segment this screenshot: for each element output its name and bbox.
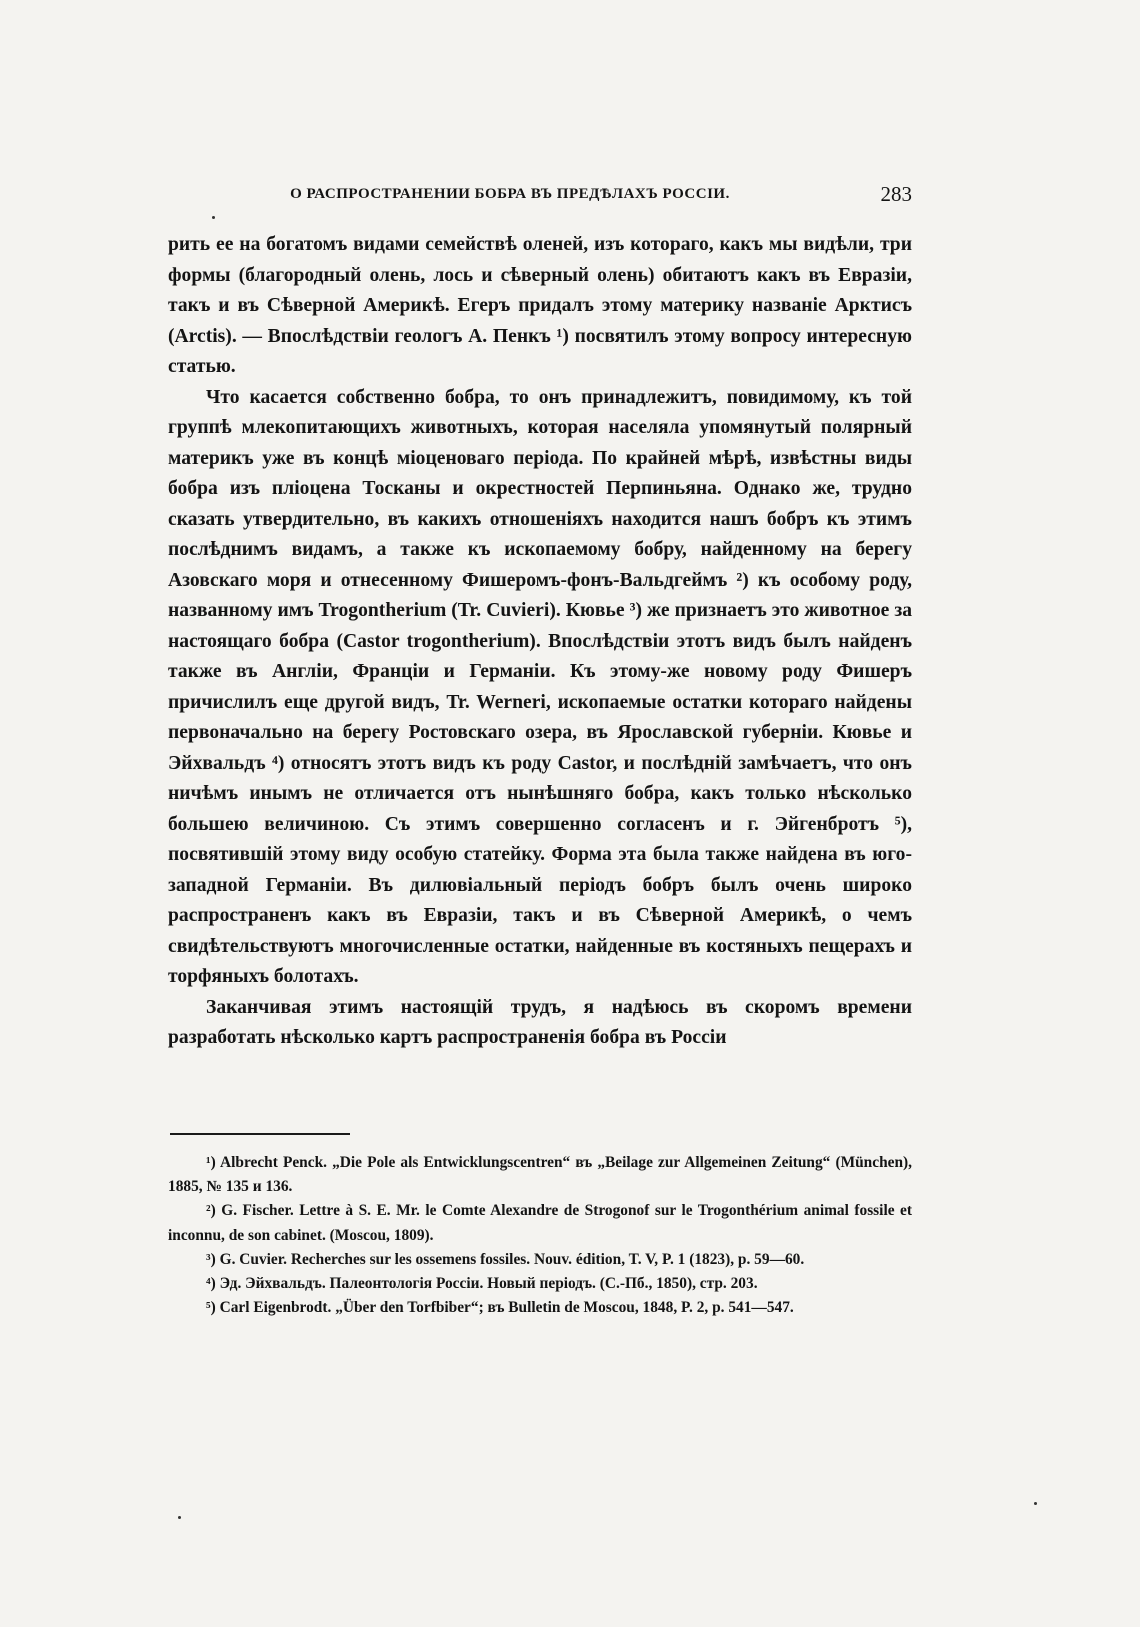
main-text (168, 230, 912, 1054)
footnote-mark: ²) (206, 1202, 216, 1220)
footnote-text: Эд. Эйхвальдъ. Палеонтологія Россіи. Новый періодъ. (С.-Пб., 1850), стр. 203. (219, 1275, 758, 1293)
footnote-mark: ⁴) (206, 1275, 216, 1293)
scan-speck (178, 1516, 181, 1519)
paragraph: Что касается собственно бобра, то онъ принадлежитъ, повидимому, къ той группѣ млекопитающихъ животныхъ, которая населяла упомянутый полярный материкъ уже въ концѣ міоценоваго періода. По крайней мѣрѣ, извѣстны виды бобра изъ пліоцена Тосканы и окрестностей Перпиньяна. Однако же, трудно сказать утвердительно, въ какихъ отношеніяхъ находится нашъ бобръ къ этимъ послѣднимъ видамъ, а также къ ископаемому бобру, найденному на берегу Азовскаго моря и отнесенному Фишеромъ-фонъ-Вальдгеймъ ²) къ особому роду, названному имъ Trogontherium (Tr. Cuvieri). Кювье ³) же признаетъ это животное за настоящаго бобра (Castor trogontherium). Впослѣдствіи этотъ видъ былъ найденъ также въ Англіи, Франціи и Германіи. Къ этому-же новому роду Фишеръ причислилъ еще другой видъ, Tr. Werneri, ископаемые остатки котораго найдены первоначально на берегу Ростовскаго озера, въ Ярославской губерніи. Кювье и Эйхвальдъ ⁴) относятъ этотъ видъ къ роду Castor, и послѣдній замѣчаетъ, что онъ ничѣмъ инымъ не отличается отъ нынѣшняго бобра, какъ только нѣсколько большею величиною. Съ этимъ совершенно согласенъ и г. Эйгенбротъ ⁵), посвятившій этому виду особую статейку. Форма эта была также найдена въ юго-западной Германіи. Въ дилювіальный періодъ бобръ былъ очень широко распространенъ какъ въ Евразіи, такъ и въ Сѣверной Америкѣ, о чемъ свидѣтельствуютъ многочисленные остатки, найденные въ костяныхъ пещерахъ и торфяныхъ болотахъ. (168, 386, 912, 987)
paragraph: Заканчивая этимъ настоящій трудъ, я надѣюсь въ скоромъ времени разработать нѣсколько картъ распространенія бобра въ Россіи (168, 996, 912, 1048)
footnote-text: G. Fischer. Lettre à S. E. Mr. le Comte Alexandre de Strogonof sur le Trogonthérium animal fossile et inconnu, de son cabinet. (Moscou, 1809). (168, 1202, 913, 1244)
scan-speck (212, 216, 215, 219)
header-title: О РАСПРОСТРАНЕНИИ БОБРА ВЪ ПРЕДѢЛАХЪ РОССІИ. (290, 186, 730, 202)
footnote (168, 1296, 912, 1320)
footnote-mark: ¹) (206, 1154, 216, 1171)
footnote-text: Carl Eigenbrodt. „Über den Torfbiber“; въ Bulletin de Moscou, 1848, P. 2, p. 541—547. (219, 1299, 794, 1317)
footnote (168, 1248, 912, 1272)
footnote-text: G. Cuvier. Recherches sur les ossemens fossiles. Nouv. édition, T. V, P. 1 (1823), p. 59—60. (219, 1250, 805, 1268)
scan-speck (1034, 1502, 1037, 1505)
footnote (168, 1151, 912, 1199)
footnote-mark: ³) (206, 1250, 216, 1268)
footnote-mark: ⁵) (206, 1299, 216, 1317)
footnote-text: Albrecht Penck. „Die Pole als Entwicklungscentren“ въ „Beilage zur Allgemeinen Zeitung“ (München), 1885, № 135 и 136. (168, 1154, 912, 1196)
paragraph: рить ее на богатомъ видами семействѣ оленей, изъ котораго, какъ мы видѣли, три формы (благородный олень, лось и сѣверный олень) обитаютъ какъ въ Евразіи, такъ и въ Сѣверной Америкѣ. Егеръ придалъ этому материку названіе Арктисъ (Arctis). — Впослѣдствіи геологъ А. Пенкъ ¹) посвятилъ этому вопросу интересную статью. (168, 234, 912, 377)
footnote (168, 1272, 912, 1296)
footnote-divider (170, 1133, 350, 1135)
footnotes (168, 1151, 912, 1320)
page-number: 283 (880, 182, 912, 206)
footnote (168, 1199, 912, 1247)
running-header (168, 182, 912, 214)
